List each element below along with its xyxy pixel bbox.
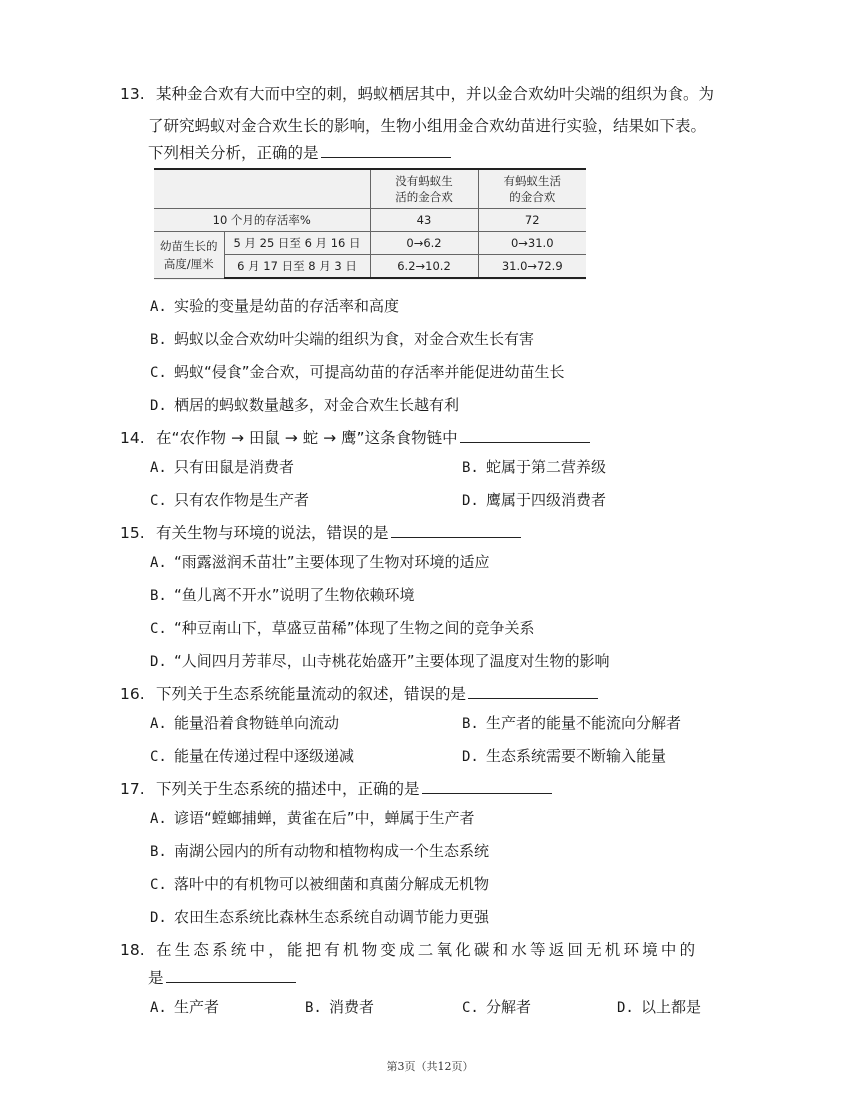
question-13-line-3 <box>148 143 451 163</box>
option-17-d[interactable]: D. 农田生态系统比森林生态系统自动调节能力更强 <box>150 908 490 926</box>
option-13-b[interactable]: B. 蚂蚁以金合欢幼叶尖端的组织为食，对金合欢生长有害 <box>150 330 535 348</box>
answer-blank[interactable] <box>166 968 296 983</box>
question-text: 某种金合欢有大而中空的刺，蚂蚁栖居其中，并以金合欢幼叶尖端的组织为食。为 <box>156 85 715 103</box>
option-13-d[interactable]: D. 栖居的蚂蚁数量越多，对金合欢生长越有利 <box>150 396 460 414</box>
option-14-c[interactable]: C. 只有农作物是生产者 <box>150 491 310 509</box>
cell-survival-no-ant: 43 <box>370 209 478 232</box>
question-15: 15. 有关生物与环境的说法，错误的是 <box>120 523 521 543</box>
col-header-ant: 有蚂蚁生活 的金合欢 <box>478 169 586 209</box>
answer-blank[interactable] <box>468 684 598 699</box>
row-label-survival: 10 个月的存活率% <box>154 209 370 232</box>
cell-period2-ant: 31.0→72.9 <box>478 255 586 279</box>
question-text: 下列相关分析，正确的是 <box>148 144 319 162</box>
option-17-c[interactable]: C. 落叶中的有机物可以被细菌和真菌分解成无机物 <box>150 875 490 893</box>
option-17-b[interactable]: B. 南湖公园内的所有动物和植物构成一个生态系统 <box>150 842 490 860</box>
row-label-height: 幼苗生长的 高度/厘米 <box>154 232 224 279</box>
option-15-c[interactable]: C. “种豆南山下，草盛豆苗稀”体现了生物之间的竞争关系 <box>150 619 535 637</box>
answer-blank[interactable] <box>321 143 451 158</box>
question-14: 14. 在“农作物 → 田鼠 → 蛇 → 鹰”这条食物链中 <box>120 428 590 448</box>
option-15-b[interactable]: B. “鱼儿离不开水”说明了生物依赖环境 <box>150 586 415 604</box>
cell-survival-ant: 72 <box>478 209 586 232</box>
page-footer: 第3页（共12页） <box>386 1060 474 1073</box>
option-18-b[interactable]: B. 消费者 <box>305 998 375 1016</box>
option-18-a[interactable]: A. 生产者 <box>150 998 220 1016</box>
cell-period2-no-ant: 6.2→10.2 <box>370 255 478 279</box>
question-13-line-2 <box>148 116 706 136</box>
answer-blank[interactable] <box>460 428 590 443</box>
question-13-line-1 <box>120 84 714 104</box>
question-18-line-2: 是 <box>148 968 296 988</box>
question-17: 17. 下列关于生态系统的描述中，正确的是 <box>120 779 552 799</box>
option-16-b[interactable]: B. 生产者的能量不能流向分解者 <box>462 714 682 732</box>
option-13-a[interactable]: A. 实验的变量是幼苗的存活率和高度 <box>150 297 400 315</box>
experiment-table <box>154 168 586 279</box>
option-17-a[interactable]: A. 谚语“螳螂捕蝉，黄雀在后”中，蝉属于生产者 <box>150 809 475 827</box>
answer-blank[interactable] <box>391 523 521 538</box>
cell-period1-no-ant: 0→6.2 <box>370 232 478 255</box>
option-16-c[interactable]: C. 能量在传递过程中逐级递减 <box>150 747 355 765</box>
option-15-a[interactable]: A. “雨露滋润禾苗壮”主要体现了生物对环境的适应 <box>150 553 490 571</box>
cell-period1-ant: 0→31.0 <box>478 232 586 255</box>
option-14-b[interactable]: B. 蛇属于第二营养级 <box>462 458 607 476</box>
question-18-line-1: 18. 在生态系统中，能把有机物变成二氧化碳和水等返回无机环境中的 <box>120 941 699 959</box>
option-15-d[interactable]: D. “人间四月芳菲尽，山寺桃花始盛开”主要体现了温度对生物的影响 <box>150 652 610 670</box>
option-14-a[interactable]: A. 只有田鼠是消费者 <box>150 458 295 476</box>
row-period-2: 6 月 17 日至 8 月 3 日 <box>224 255 370 279</box>
table-corner <box>154 169 370 209</box>
row-period-1: 5 月 25 日至 6 月 16 日 <box>224 232 370 255</box>
option-13-c[interactable]: C. 蚂蚁“侵食”金合欢，可提高幼苗的存活率并能促进幼苗生长 <box>150 363 565 381</box>
option-18-d[interactable]: D. 以上都是 <box>617 998 702 1016</box>
col-header-no-ant: 没有蚂蚁生 活的金合欢 <box>370 169 478 209</box>
option-14-d[interactable]: D. 鹰属于四级消费者 <box>462 491 607 509</box>
answer-blank[interactable] <box>422 779 552 794</box>
question-16: 16. 下列关于生态系统能量流动的叙述，错误的是 <box>120 684 598 704</box>
option-18-c[interactable]: C. 分解者 <box>462 998 532 1016</box>
experiment-table-image <box>154 168 586 280</box>
option-16-d[interactable]: D. 生态系统需要不断输入能量 <box>462 747 667 765</box>
question-number: 13. <box>120 85 145 103</box>
question-text: 了研究蚂蚁对金合欢生长的影响，生物小组用金合欢幼苗进行实验，结果如下表。 <box>148 117 707 135</box>
option-16-a[interactable]: A. 能量沿着食物链单向流动 <box>150 714 340 732</box>
